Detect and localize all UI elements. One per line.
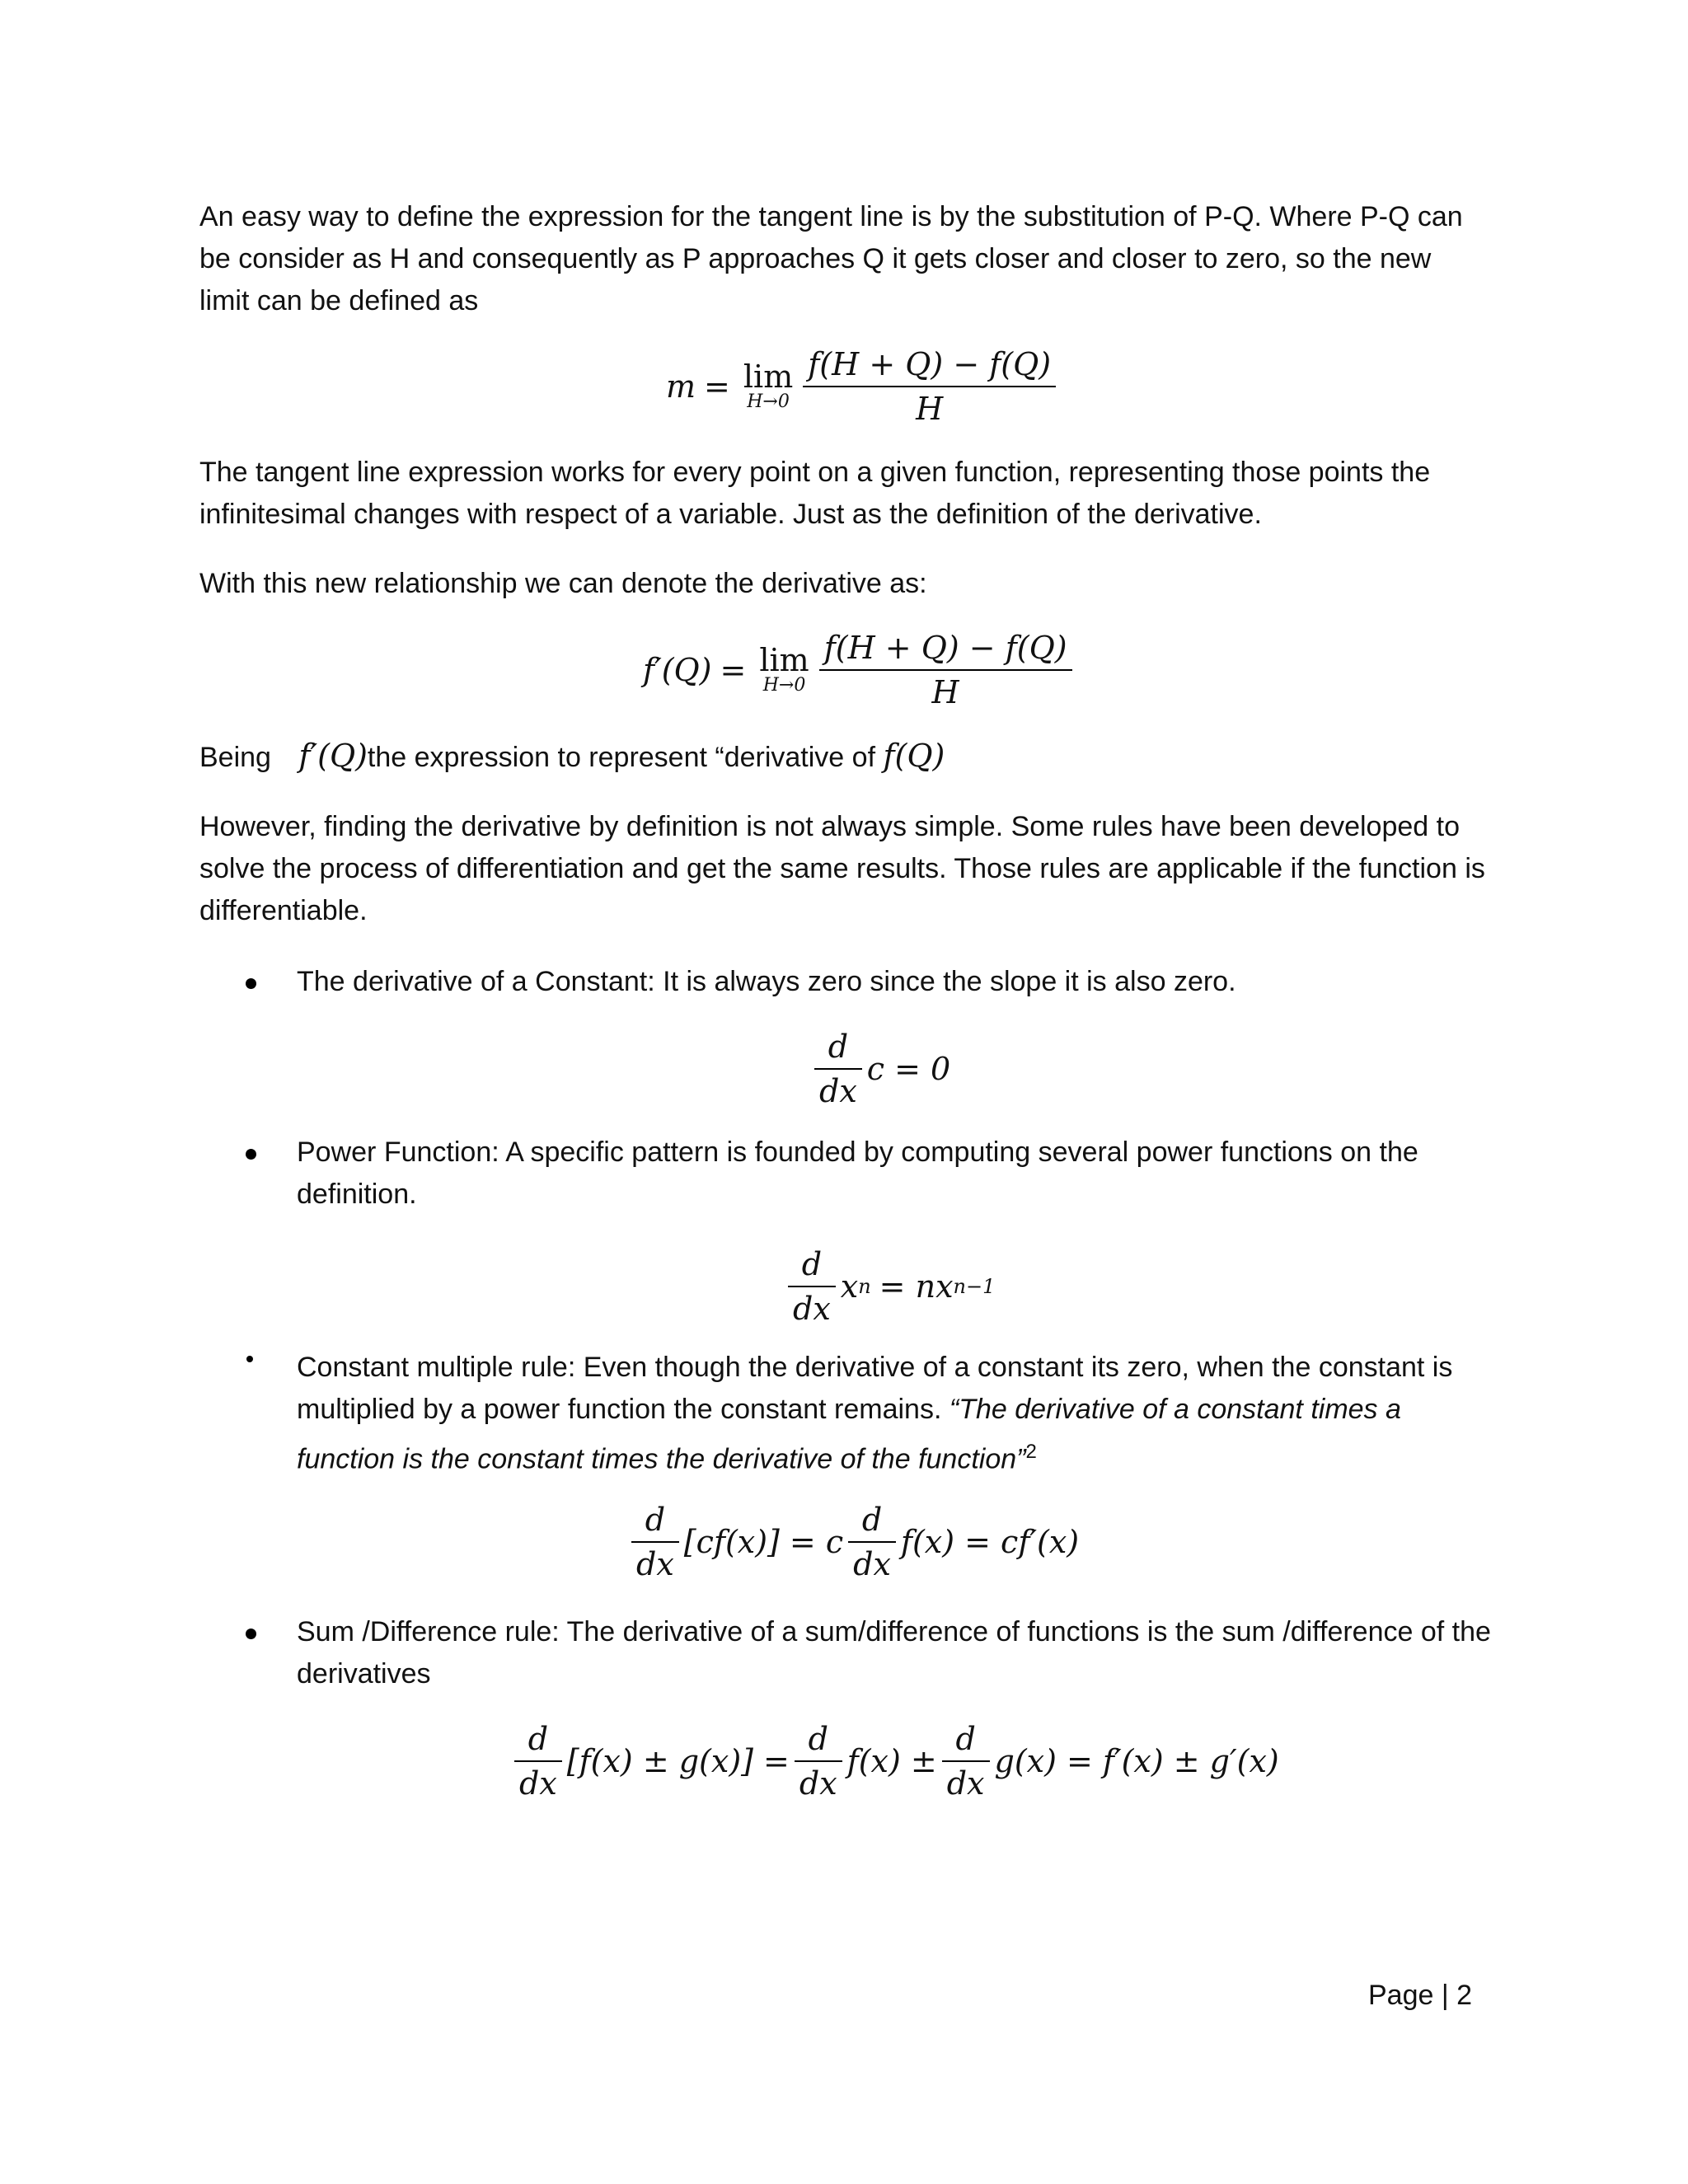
being-middle: the expression to represent “derivative of	[367, 742, 876, 773]
eq2-equals: =	[720, 652, 747, 688]
eq6-part3: g(x) = f′(x) ± g′(x)	[994, 1743, 1279, 1779]
eq6-ddx-3	[942, 1721, 990, 1802]
eq5-d: d	[861, 1502, 883, 1538]
new-relationship-paragraph: With this new relationship we can denote the derivative as:	[199, 568, 927, 599]
bullet-dot	[246, 1356, 253, 1362]
power-rule-equation	[783, 1246, 995, 1327]
eq2-numerator: f(H + Q) − f(Q)	[823, 630, 1067, 666]
eq5-part2: f(x) = cf′(x)	[900, 1524, 1080, 1560]
being-math2: f(Q)	[883, 738, 945, 774]
footnote-ref: 2	[1025, 1441, 1037, 1463]
eq6-dx: dx	[514, 1760, 562, 1802]
eq6-d: d	[955, 1721, 976, 1757]
eq3-d: d	[828, 1029, 849, 1065]
being-prefix: Being	[199, 742, 271, 773]
eq1-lim-word: lim	[743, 359, 794, 395]
eq4-rhs-exp: n−1	[953, 1275, 996, 1298]
being-paragraph	[199, 735, 1485, 779]
eq1-lim-sub: H→0	[747, 391, 790, 412]
eq4-base: x	[840, 1268, 859, 1305]
intro-paragraph: An easy way to define the expression for the tangent line is by the substitution of P-Q. Where P-Q can be consider as H and consequently as P approaches Q it gets closer and closer to zero, so the new limit can be defined as	[199, 201, 1463, 316]
eq5-dx: dx	[848, 1541, 896, 1582]
being-math: f′(Q)	[298, 738, 368, 774]
eq2-fraction	[819, 630, 1072, 710]
sum-difference-equation	[509, 1721, 1279, 1802]
bullet-dot	[246, 978, 256, 989]
bullet-constant: The derivative of a Constant: It is always zero since the slope it is also zero.	[297, 966, 1236, 997]
eq5-part1: [cf(x)] = c	[683, 1524, 844, 1560]
limit-slope-equation	[666, 346, 1061, 427]
eq3-body: c = 0	[866, 1051, 951, 1087]
eq1-fraction	[803, 346, 1056, 427]
eq5-ddx-1	[631, 1502, 679, 1582]
eq2-denominator: H	[819, 669, 1072, 710]
bullet-dot	[246, 1629, 256, 1639]
eq4-d: d	[801, 1246, 823, 1282]
constant-multiple-text: Constant multiple rule: Even though the derivative of a constant its zero, when the constant is multiplied by a power function the constant remains.	[297, 1352, 1453, 1425]
eq1-denominator: H	[803, 386, 1056, 427]
eq1-limit	[743, 361, 793, 412]
eq6-part1: [f(x) ± g(x)] =	[566, 1743, 790, 1779]
eq1-lhs: m	[666, 368, 696, 405]
eq6-ddx-2	[795, 1721, 842, 1802]
page-number: Page | 2	[1368, 1980, 1473, 2011]
bullet-dot	[246, 1149, 256, 1160]
eq5-dx: dx	[631, 1541, 679, 1582]
eq4-ddx	[788, 1246, 836, 1327]
however-paragraph: However, finding the derivative by definition is not always simple. Some rules have been developed to solve the process of differentiation and get the same results. Those rules are applicable if the function is differentiable.	[199, 811, 1485, 926]
eq5-d: d	[645, 1502, 666, 1538]
eq6-d: d	[528, 1721, 549, 1757]
tangent-works-paragraph: The tangent line expression works for every point on a given function, representing those points the infinitesimal changes with respect of a variable. Just as the definition of the derivative.	[199, 457, 1431, 530]
eq6-dx: dx	[942, 1760, 990, 1802]
eq1-equals: =	[704, 368, 730, 405]
eq4-rhs: = nx	[879, 1268, 954, 1305]
eq6-d: d	[808, 1721, 828, 1757]
eq6-part2: f(x) ±	[846, 1743, 937, 1779]
constant-multiple-quote: “The derivative of a constant times a function is the constant times the derivative of the function”	[297, 1394, 1401, 1475]
eq2-lhs: f′(Q)	[643, 652, 712, 688]
bullet-sum-difference: Sum /Difference rule: The derivative of a sum/difference of functions is the sum /difference of the derivatives	[297, 1616, 1491, 1690]
bullet-constant-multiple	[297, 1347, 1492, 1480]
eq2-lim-sub: H→0	[762, 675, 806, 696]
eq2-lim-word: lim	[759, 642, 809, 678]
constant-multiple-equation	[626, 1502, 1079, 1582]
eq3-ddx	[814, 1029, 862, 1109]
eq2-limit	[759, 644, 809, 696]
eq4-exp: n	[858, 1275, 871, 1298]
constant-derivative-equation	[809, 1029, 950, 1109]
bullet-power: Power Function: A specific pattern is founded by computing several power functions on the definition.	[297, 1137, 1418, 1210]
eq3-dx: dx	[814, 1068, 862, 1109]
eq5-ddx-2	[848, 1502, 896, 1582]
derivative-definition-equation	[643, 630, 1077, 710]
eq6-ddx-1	[514, 1721, 562, 1802]
eq1-numerator: f(H + Q) − f(Q)	[808, 346, 1052, 382]
eq4-dx: dx	[788, 1286, 836, 1327]
eq6-dx: dx	[795, 1760, 842, 1802]
